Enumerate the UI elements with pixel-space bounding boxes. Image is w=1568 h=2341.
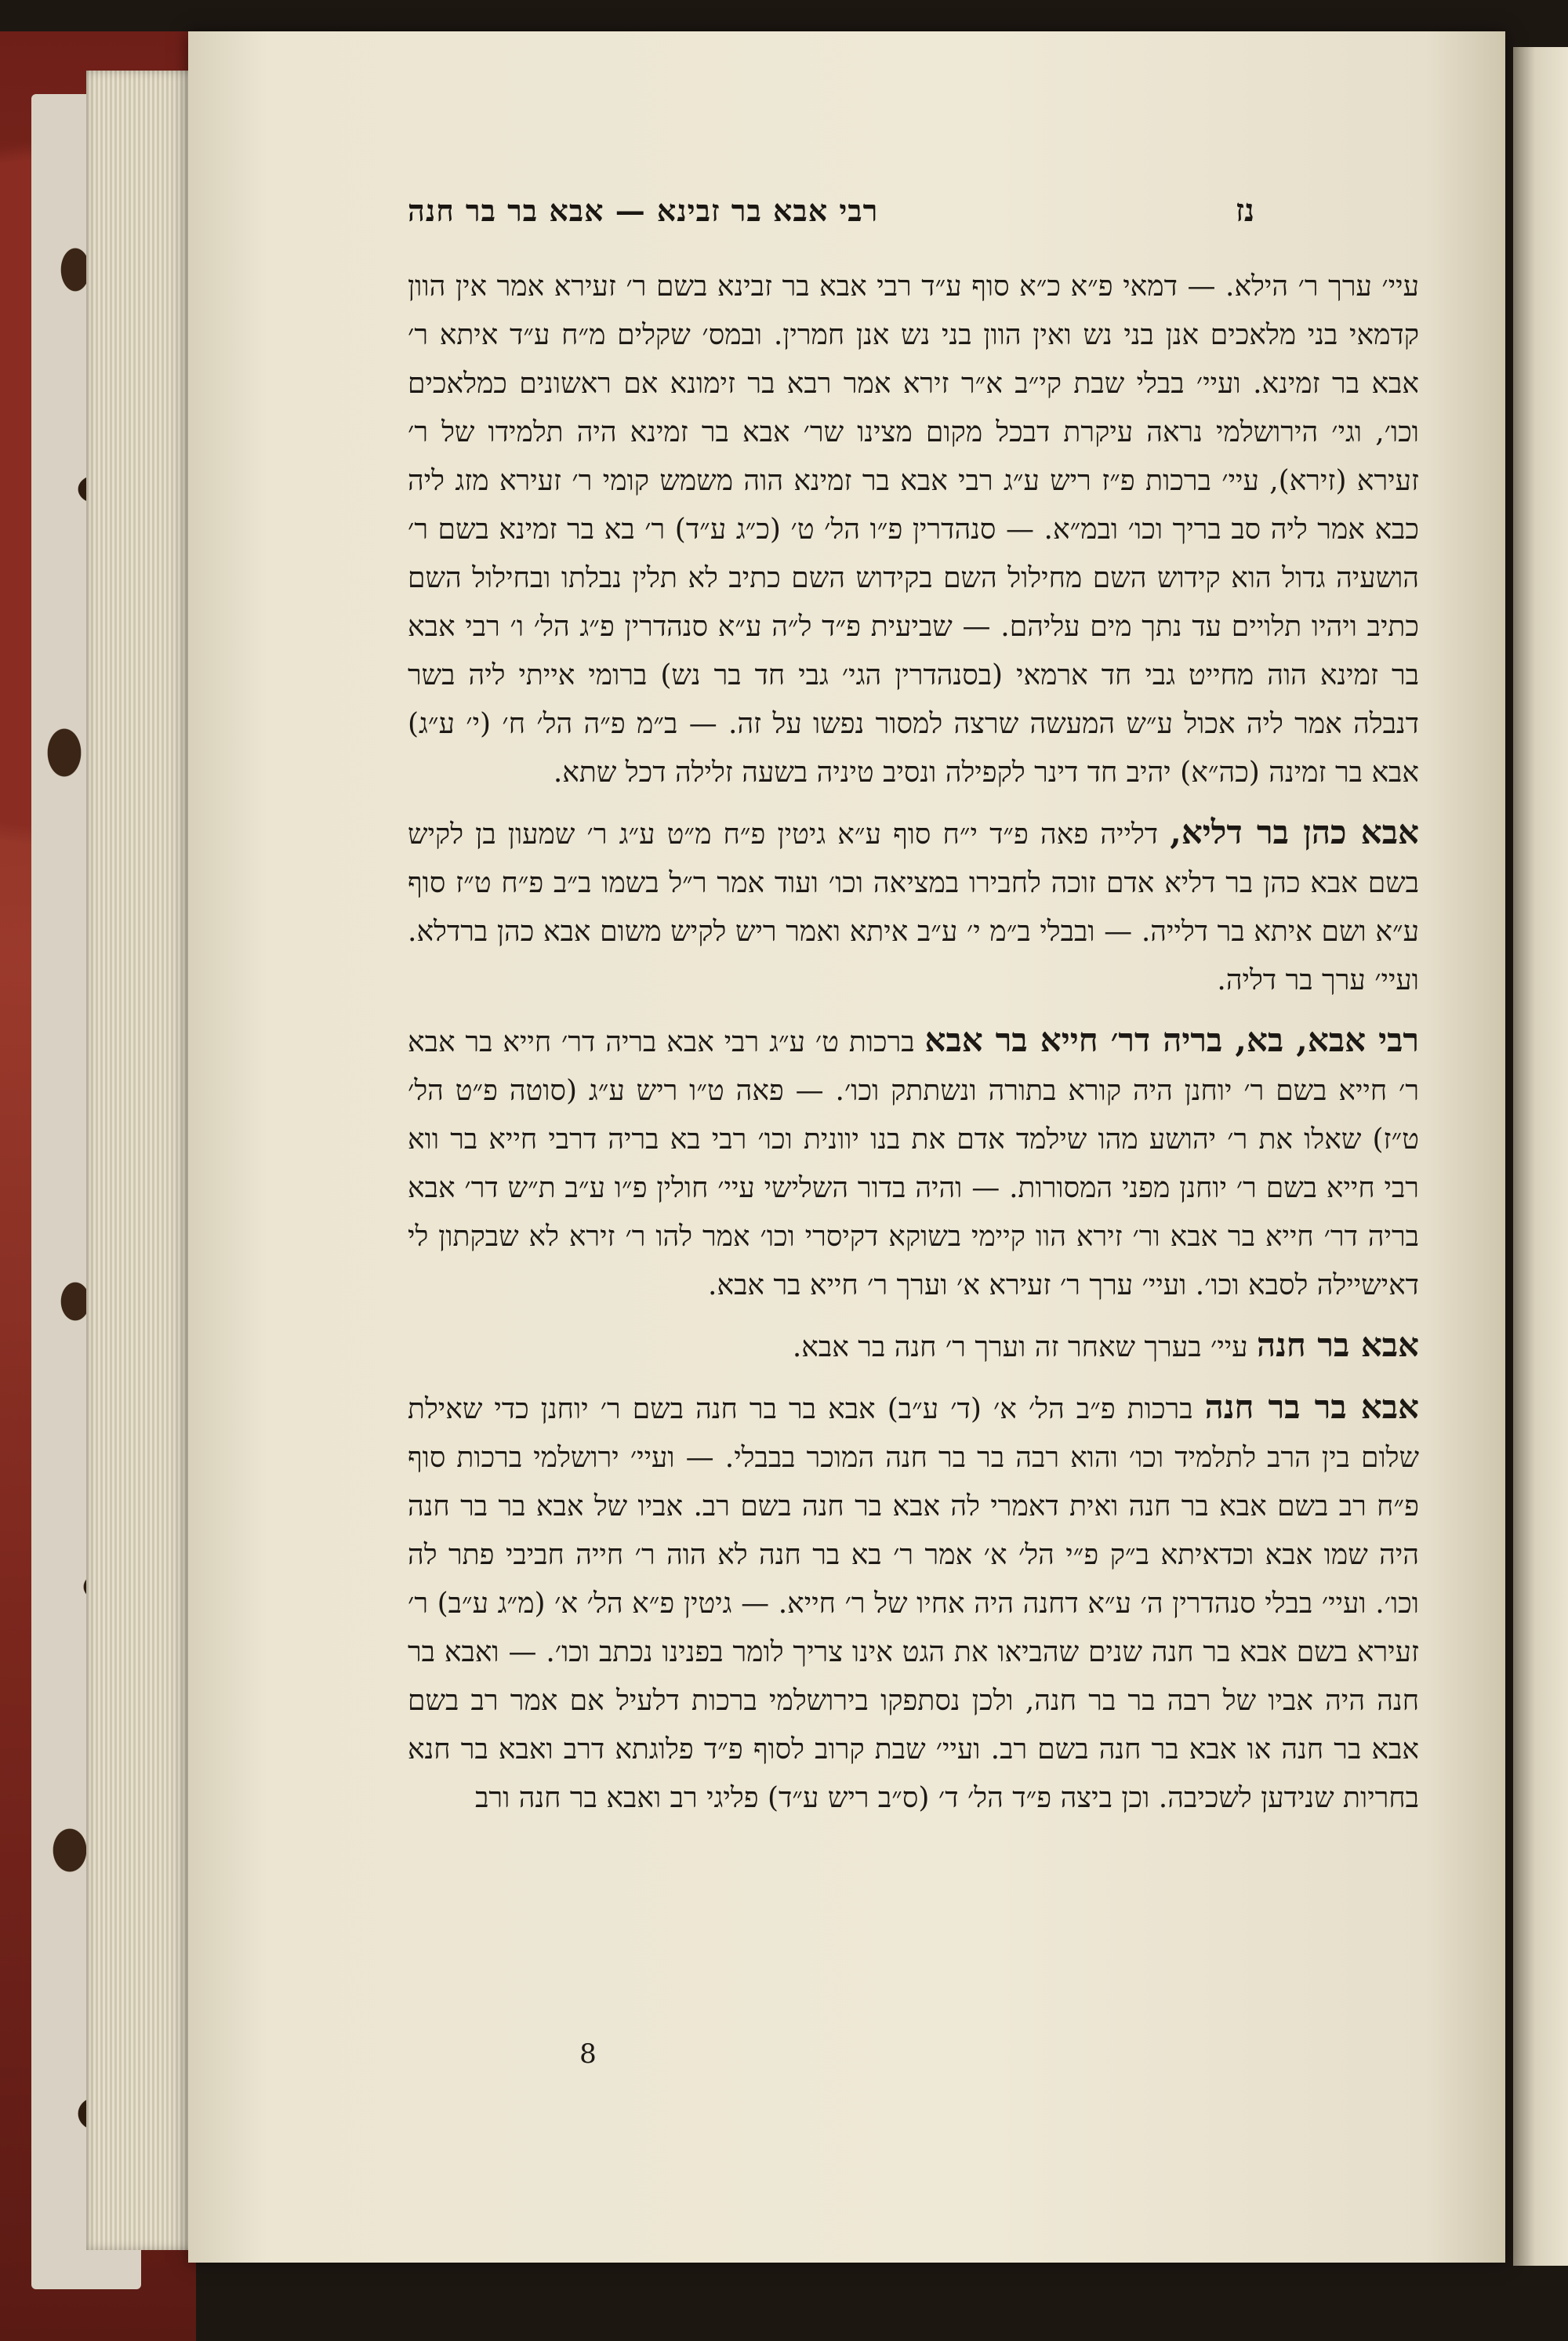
entry bbox=[408, 1016, 1419, 1310]
entry bbox=[408, 808, 1419, 1005]
entry-body: דלייה פאה פ״ד י״ח סוף ע״א גיטין פ״ח מ״ט ע״ג ר׳ שמעון בן לקיש בשם אבא כהן בר דליא אדם זוכה לחבירו במציאה וכו׳ ועוד אמר ר״ל בשמו ב״ב פ״ח ט״ז סוף ע״א ושם איתא בר דלייה. — ובבלי ב״מ י׳ ע״ב איתא ואמר ריש לקיש משום אבא כהן ברדלא. ועיי׳ ערך בר דליה. bbox=[408, 818, 1419, 996]
entry-heading: רבי אבא, בא, בריה דר׳ חייא בר אבא bbox=[924, 1021, 1419, 1059]
entry-body: עיי׳ בערך שאחר זה וערך ר׳ חנה בר אבא. bbox=[792, 1331, 1248, 1363]
entry-body: עיי׳ ערך ר׳ הילא. — דמאי פ״א כ״א סוף ע״ד רבי אבא בר זבינא בשם ר׳ זעירא אמר אין הוון קדמאי בני מלאכים אנן בני נש ואין הוון בני נש אנן חמרין. ובמס׳ שקלים מ״ח ע״ד איתא ר׳ אבא בר זמינא. ועיי׳ בבלי שבת קי״ב א״ר זירא אמר רבא בר זימונא אם ראשונים כמלאכים וכו׳, וגי׳ הירושלמי נראה עיקרת דבכל מקום מצינו שר׳ אבא בר זמינא היה תלמידו של ר׳ זעירא (זירא), עיי׳ ברכות פ״ז ריש ע״ג רבי אבא בר זמינא הוה משמש קומי ר׳ זעירא מזג ליה כבא אמר ליה סב בריך וכו׳ ובמ״א. — סנהדרין פ״ו הל׳ ט׳ (כ״ג ע״ד) ר׳ בא בר זמינא בשם ר׳ הושעיה גדול הוא קידוש השם מחילול השם בקידוש השם כתיב לא תלין נבלתו ובחילול השם כתיב ויהיו תלויים עד נתך מים עליהם. — שביעית פ״ד ל״ה ע״א סנהדרין פ״ג הל׳ ו׳ רבי אבא בר זמינא הוה מחייט גבי חד ארמאי (בסנהדרין הגי׳ גבי חד בר נש) ברומי אייתי ליה בשר דנבלה אמר ליה אכול ע״ש המעשה שרצה למסור נפשו על זה. — ב״מ פ״ה הל׳ ח׳ (י׳ ע״ג) אבא בר זמינה (כה״א) יהיב חד דינר לקפילה ונסיב טיניה בשעה זלילה דכל שתא. bbox=[408, 270, 1420, 789]
entry bbox=[408, 263, 1419, 797]
entry bbox=[408, 1383, 1419, 1823]
entry bbox=[408, 1321, 1419, 1372]
running-title: רבי אבא בר זבינא — אבא בר בר חנה bbox=[408, 193, 879, 228]
page-edges bbox=[86, 71, 196, 2250]
entry-heading: אבא כהן בר דליא, bbox=[1170, 813, 1419, 851]
entry-heading: אבא בר חנה bbox=[1257, 1326, 1419, 1364]
running-header bbox=[408, 192, 1254, 229]
folio-number: 8 bbox=[579, 2038, 597, 2070]
main-text bbox=[408, 263, 1419, 1834]
page-number-hebrew: נז bbox=[1235, 192, 1254, 229]
entry-body: ברכות פ״ב הל׳ א׳ (ד׳ ע״ב) אבא בר בר חנה בשם ר׳ יוחנן כדי שאילת שלום בין הרב לתלמיד וכו׳ והוא רבה בר בר חנה המוכר בבבלי. — ועיי׳ ירושלמי ברכות סוף פ״ח רב בשם אבא בר חנה ואית דאמרי לה אבא בר חנה בשם רב. אביו של אבא בר בר חנה היה שמו אבא וכדאיתא ב״ק פ״י הל׳ א׳ אמר ר׳ בא בר חנה לא הוה ר׳ חייה חביבי פתר לה וכו׳. ועיי׳ בבלי סנהדרין ה׳ ע״א דחנה היה אחיו של ר׳ חייא. — גיטין פ״א הל׳ א׳ (מ״ג ע״ב) ר׳ זעירא בשם אבא בר חנה שנים שהביאו את הגט אינו צריך לומר בפנינו נכתב וכו׳. — ואבא בר חנה היה אביו של רבה בר בר חנה, ולכן נסתפקו בירושלמי ברכות דלעיל אם אמר רב בשם אבא בר חנה או אבא בר חנה בשם רב. ועיי׳ שבת קרוב לסוף פ״ד פלוגתא דרב ואבא בר חנא בחריות שנידען לשכיבה. וכן ביצה פ״ד הל׳ ד׳ (ס״ב ריש ע״ד) פליגי רב ואבא בר חנה ורב bbox=[408, 1393, 1419, 1814]
entry-body: ברכות ט׳ ע״ג רבי אבא בריה דר׳ חייא בר אבא ר׳ חייא בשם ר׳ יוחנן היה קורא בתורה ונשתתק וכו׳. — פאה ט״ו ריש ע״ג (סוטה פ״ט הל׳ ט״ז) שאלו את ר׳ יהושע מהו שילמד אדם את בנו יוונית וכו׳ רבי בא בריה דרבי חייא בר ווא רבי חייא בשם ר׳ יוחנן מפני המסורות. — והיה בדור השלישי עיי׳ חולין פ״ו ע״ב ת״ש דר׳ אבא בריה דר׳ חייא בר אבא ור׳ זירא הוו קיימי בשוקא דקיסרי וכו׳ אמר להו ר׳ זירא לא שבקתון לי דאישיילה לסבא וכו׳. ועיי׳ ערך ר׳ זעירא א׳ וערך ר׳ חייא בר אבא. bbox=[408, 1026, 1419, 1301]
facing-page-edge bbox=[1513, 47, 1568, 2266]
entry-heading: אבא בר בר חנה bbox=[1204, 1388, 1419, 1426]
